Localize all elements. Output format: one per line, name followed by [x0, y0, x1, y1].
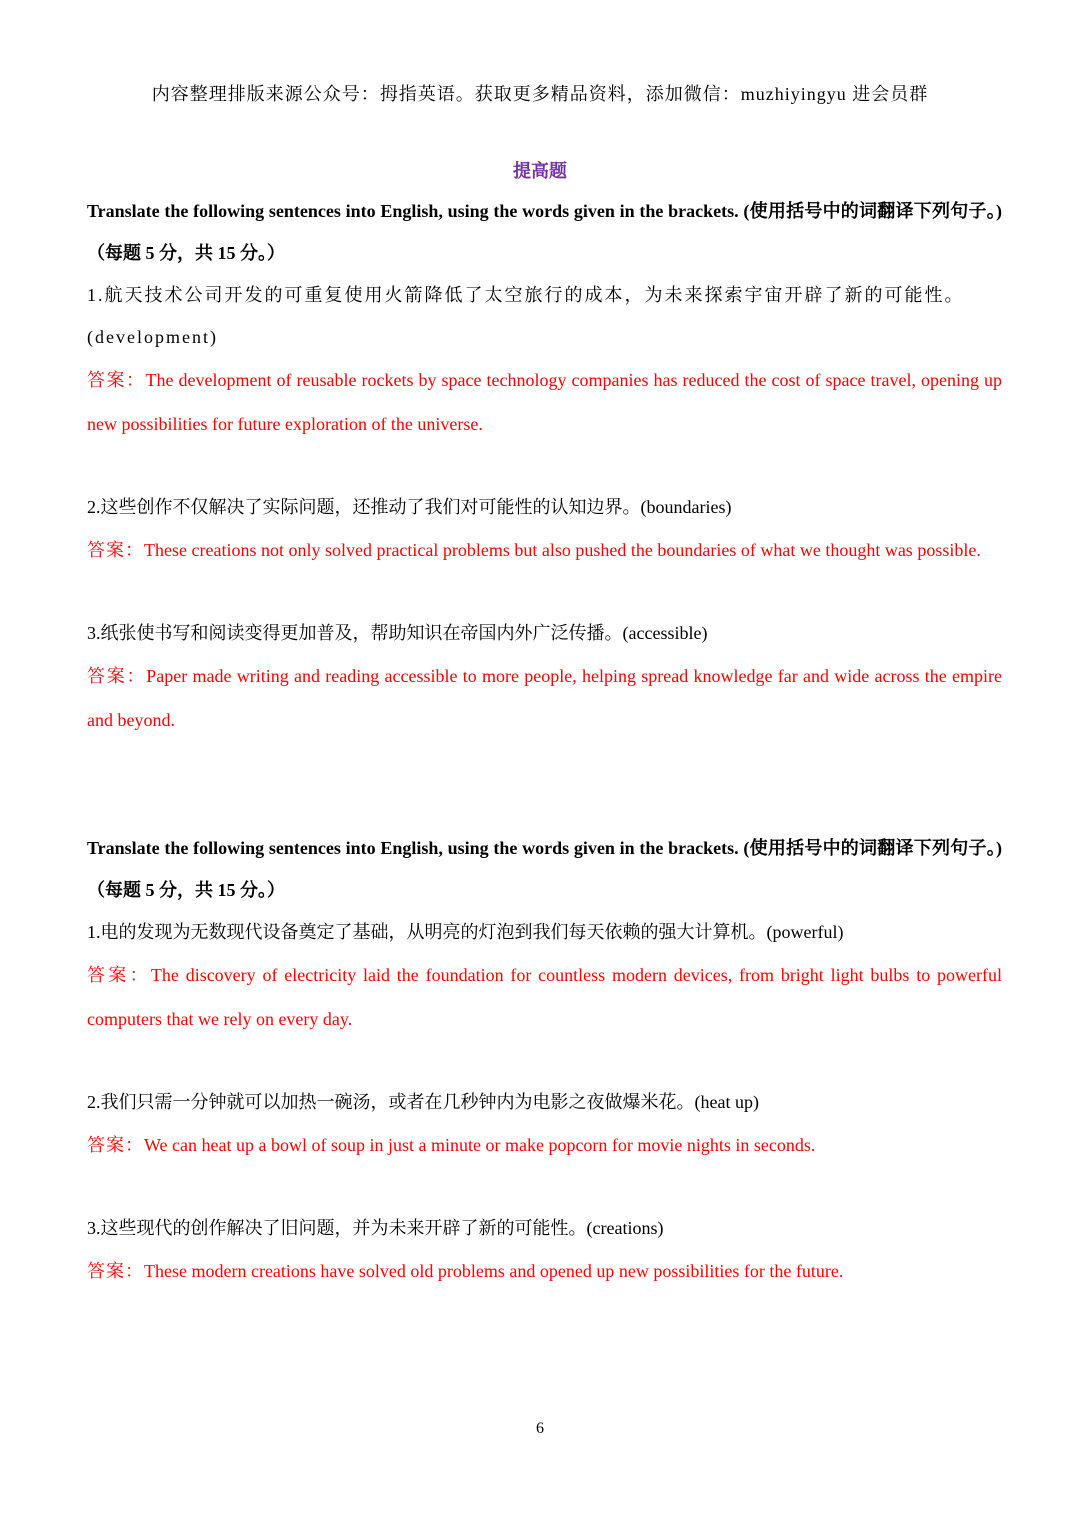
question-2-1: 1.电的发现为无数现代设备奠定了基础，从明亮的灯泡到我们每天依赖的强大计算机。(powerful)	[87, 922, 844, 942]
exercise-group-1	[87, 190, 1002, 742]
question-2-2: 2.我们只需一分钟就可以加热一碗汤，或者在几秒钟内为电影之夜做爆米花。(heat up)	[87, 1092, 759, 1112]
answer-text: The discovery of electricity laid the foundation for countless modern devices, from bright light bulbs to powerful computers that we rely on every day.	[87, 965, 1002, 1029]
answer-1-1	[87, 358, 1002, 446]
question-1-3: 3.纸张使书写和阅读变得更加普及，帮助知识在帝国内外广泛传播。(accessible)	[87, 623, 708, 643]
answer-text: The development of reusable rockets by space technology companies has reduced the cost of space travel, opening up new possibilities for future exploration of the universe.	[87, 370, 1002, 434]
header-source-line: 内容整理排版来源公众号：拇指英语。获取更多精品资料，添加微信：muzhiyingyu 进会员群	[151, 84, 929, 104]
answer-label: 答案：	[87, 370, 146, 390]
answer-text: These modern creations have solved old problems and opened up new possibilities for the future.	[144, 1261, 844, 1281]
answer-label: 答案：	[87, 540, 144, 560]
answer-1-3	[87, 654, 1002, 742]
answer-2-1	[87, 953, 1002, 1041]
exercise-group-2	[87, 827, 1002, 1293]
answer-label: 答案：	[87, 1261, 144, 1281]
answer-text: Paper made writing and reading accessible to more people, helping spread knowledge far and wide across the empire and beyond.	[87, 666, 1002, 730]
instruction-1: Translate the following sentences into English, using the words given in the brackets. (使用括号中的词翻译下列句子。)（每题 5 分，共 15 分。）	[87, 201, 1002, 263]
answer-1-2	[87, 528, 1002, 572]
question-1-1: 1.航天技术公司开发的可重复使用火箭降低了太空旅行的成本，为未来探索宇宙开辟了新的可能性。(development)	[87, 285, 965, 347]
question-2-3: 3.这些现代的创作解决了旧问题，并为未来开辟了新的可能性。(creations)	[87, 1218, 664, 1238]
answer-2-3	[87, 1249, 1002, 1293]
section-title: 提高题	[513, 161, 567, 181]
answer-label: 答案：	[87, 666, 147, 686]
answer-text: We can heat up a bowl of soup in just a minute or make popcorn for movie nights in seconds.	[144, 1135, 816, 1155]
instruction-2: Translate the following sentences into English, using the words given in the brackets. (使用括号中的词翻译下列句子。)（每题 5 分，共 15 分。）	[87, 838, 1002, 900]
answer-label: 答案：	[87, 1135, 144, 1155]
question-1-2: 2.这些创作不仅解决了实际问题，还推动了我们对可能性的认知边界。(boundaries)	[87, 497, 732, 517]
answer-2-2	[87, 1123, 1002, 1167]
answer-text: These creations not only solved practical problems but also pushed the boundaries of what we thought was possible.	[144, 540, 981, 560]
page-number: 6	[536, 1420, 544, 1437]
answer-label: 答案：	[87, 965, 151, 985]
